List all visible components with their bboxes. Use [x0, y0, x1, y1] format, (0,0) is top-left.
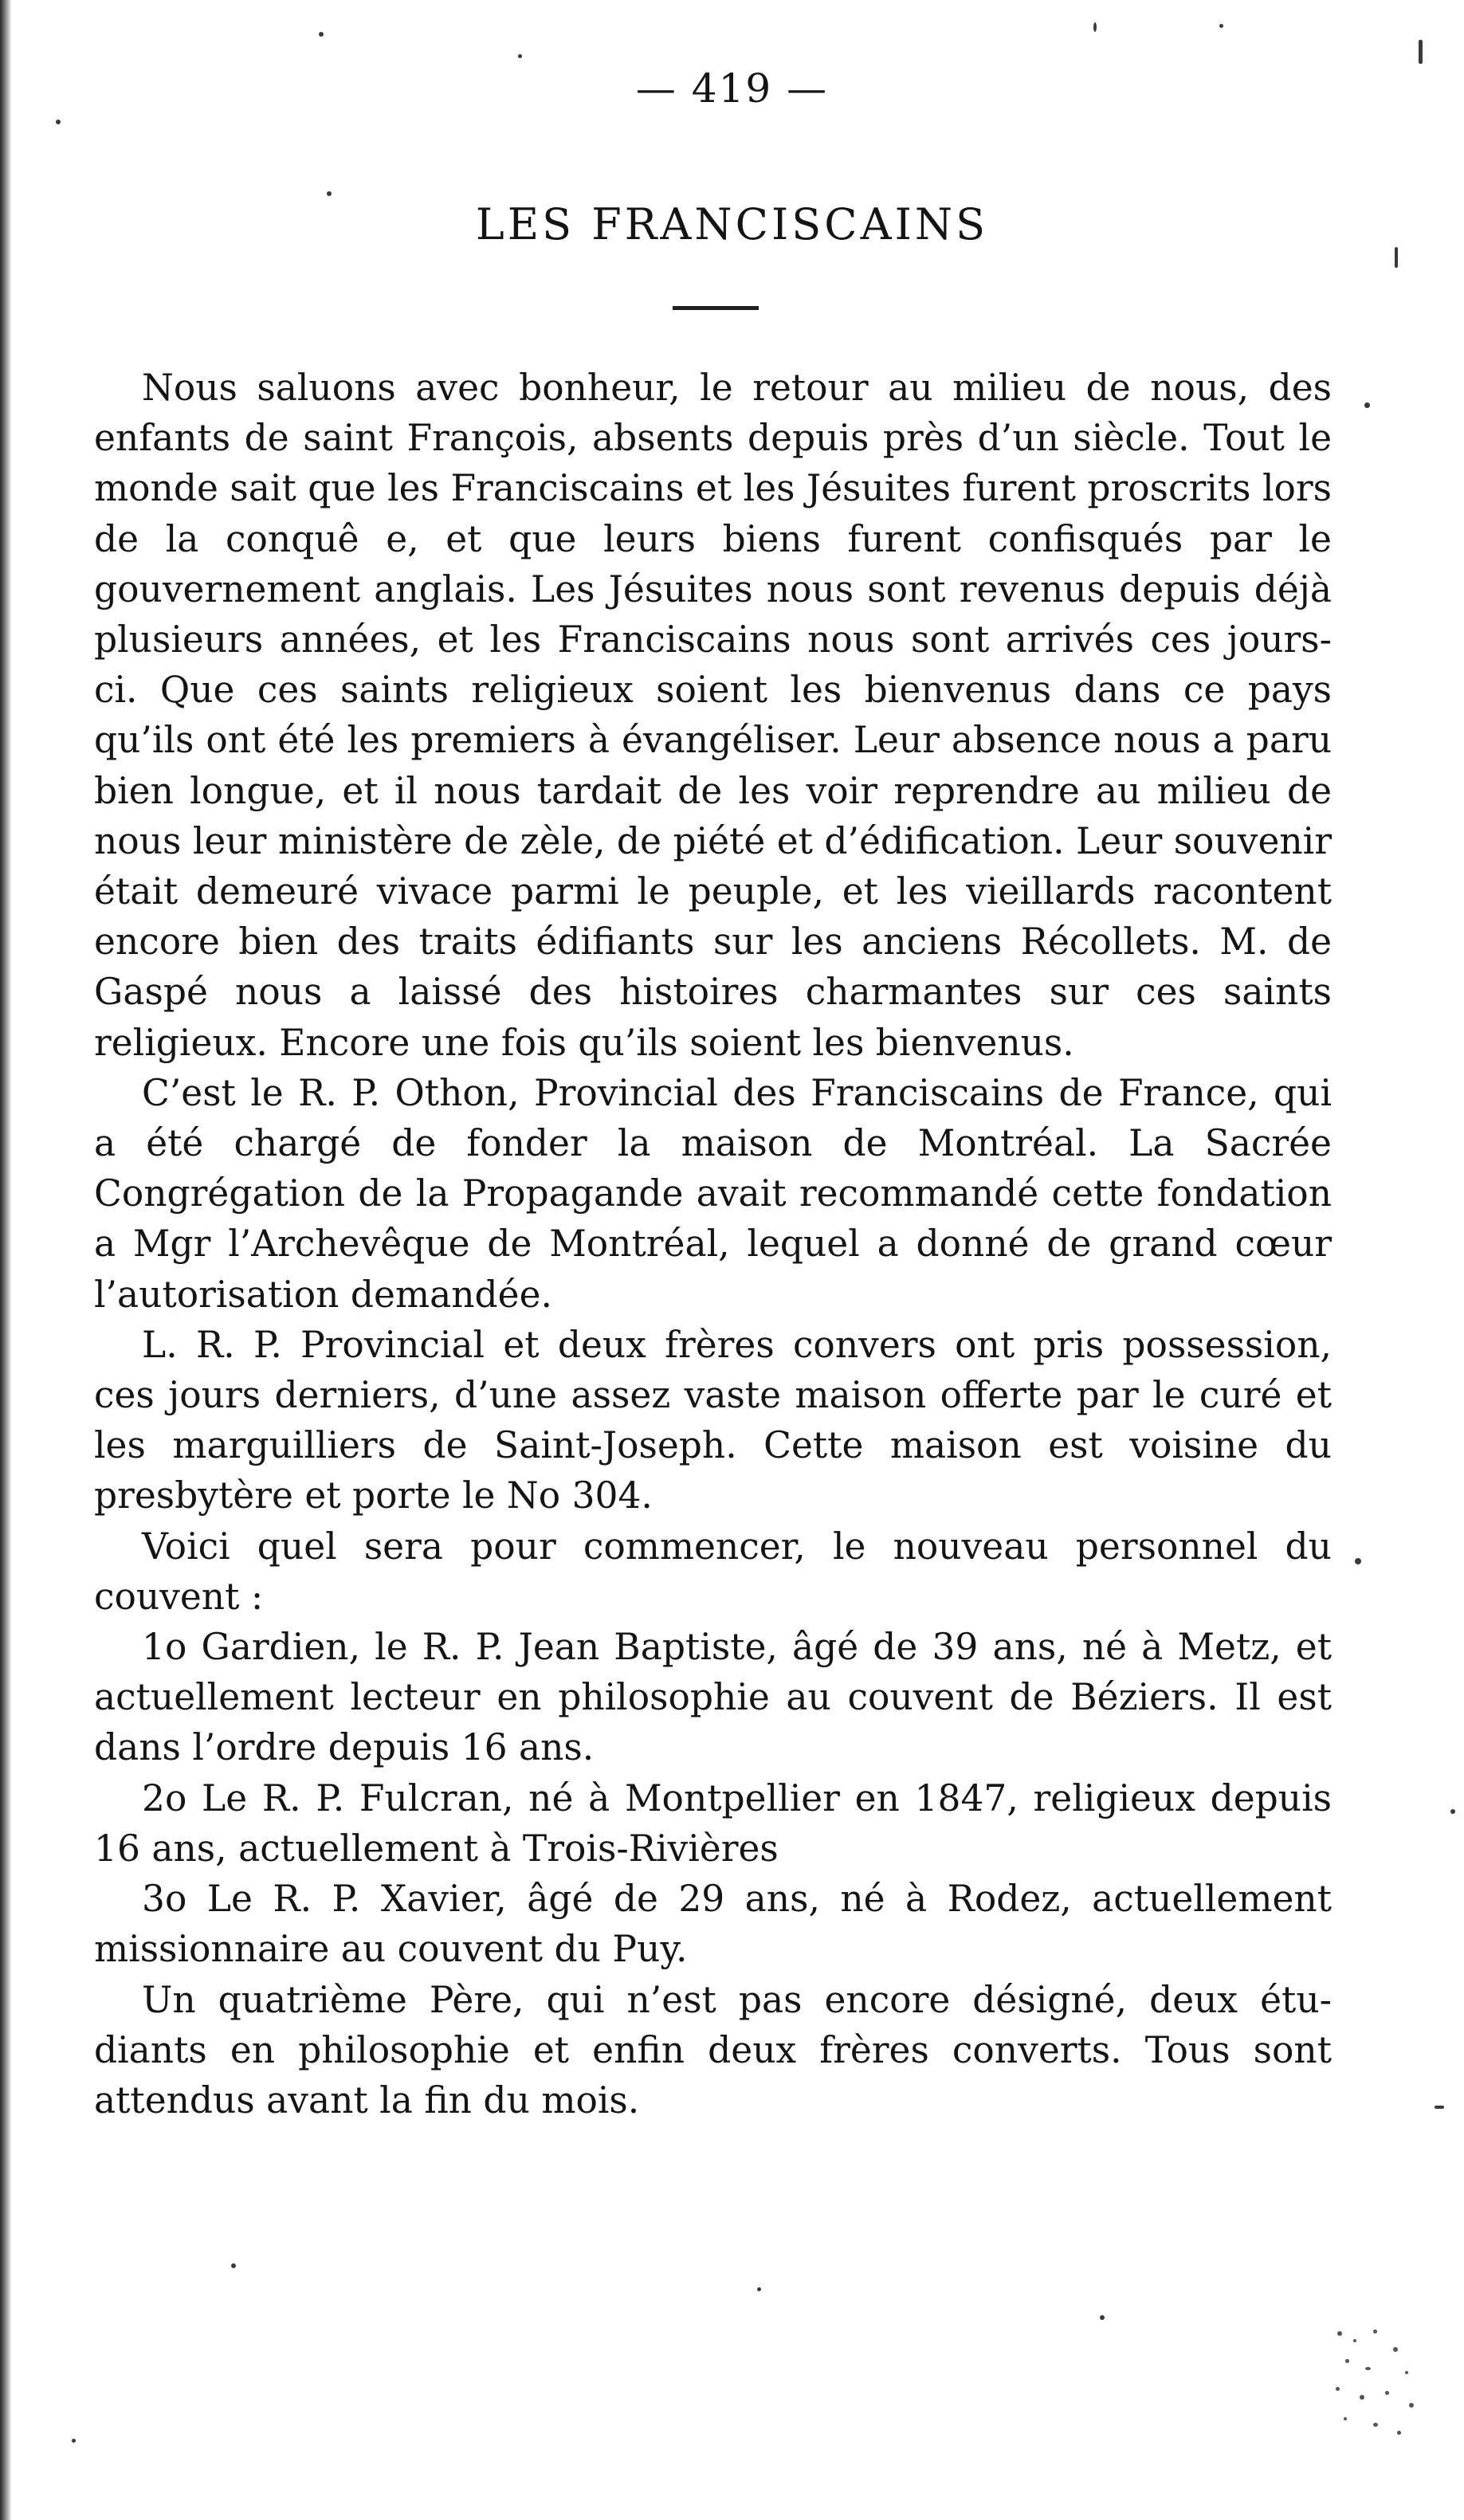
scan-speck — [1355, 1558, 1361, 1564]
list-item-xavier: 3o Le R. P. Xavier, âgé de 29 ans, né à Rodez, actuellement missionnaire au couvent du Puy. — [94, 1878, 1332, 1971]
title-divider — [673, 306, 759, 310]
scan-speck — [319, 32, 324, 37]
paragraph-othon: C’est le R. P. Othon, Provincial des Franciscains de France, qui a été chargé de fonder la maison de Montréal. La Sacrée Congrégation de la Propagande avait recommandé cette fondation a Mgr l’Archevêque de Montréal, lequel a donné de grand cœur l’autorisation demandée. — [94, 1071, 1332, 1316]
list-item-fulcran: 2o Le R. P. Fulcran, né à Montpellier en 1847, religieux depuis 16 ans, actuellement à Trois-Rivières — [94, 1776, 1332, 1870]
paragraph-intro: Nous saluons avec bonheur, le retour au milieu de nous, des enfants de saint François, absents depuis près d’un siècle. Tout le monde sait que les Franciscains et les Jésuites furent proscrits lors de la conquê e, et que leurs biens furent confisqués par le gouvernement anglais. Les Jésuites nous sont revenus depuis déjà plusieurs années, et les Franciscains nous sont arrivés ces jours-ci. Que ces saints religieux soient les bienvenus dans ce pays qu’ils ont été les premiers à évangéliser. Leur absence nous a paru bien longue, et il nous tardait de les voir reprendre au milieu de nous leur ministère de zèle, de piété et d’édification. Leur souvenir était demeuré vivace parmi le peuple, et les vieillards racontent encore bien des traits édifiants sur les anciens Récollets. M. de Gaspé nous a laissé des histoires charmantes sur ces saints religieux. Encore une fois qu’ils soient les bienvenus. — [94, 367, 1332, 1064]
scan-speck — [518, 54, 522, 58]
scan-speck — [1219, 24, 1223, 28]
paragraph-personnel: Voici quel sera pour commencer, le nouveau personnel du couvent : — [94, 1525, 1332, 1618]
scan-speck — [56, 120, 61, 124]
scan-speck — [757, 2287, 761, 2291]
list-item-gardien: 1o Gardien, le R. P. Jean Baptiste, âgé de 39 ans, né à Metz, et actuellement lecteur en philosophie au couvent de Béziers. Il est dans l’ordre depuis 16 ans. — [94, 1626, 1332, 1769]
paragraph-closing: Un quatrième Père, qui n’est pas encore désigné, deux étudiants en philosophie et enfin deux frères converts. Tous sont attendus avant la fin du mois. — [94, 1978, 1332, 2122]
scan-speck — [1100, 2315, 1105, 2320]
scan-speck — [1450, 1809, 1455, 1814]
page-edge-shadow — [0, 0, 11, 2520]
page-title: LES FRANCISCAINS — [475, 199, 989, 249]
scan-speck — [231, 2263, 236, 2268]
scan-noise-cluster — [1329, 2323, 1425, 2443]
scan-speck — [1395, 247, 1398, 268]
scan-speck — [72, 2439, 76, 2443]
page-number: — 419 — — [635, 65, 829, 112]
scan-speck — [1093, 22, 1097, 32]
paragraph-possession: L. R. P. Provincial et deux frères convers ont pris possession, ces jours derniers, d’une assez vaste maison offerte par le curé et les marguilliers de Saint-Joseph. Cette maison est voisine du presbytère et porte le No 304. — [94, 1323, 1332, 1517]
scan-speck — [1364, 402, 1370, 408]
scan-speck — [327, 191, 332, 196]
scan-speck — [1435, 2106, 1444, 2109]
article-body — [94, 363, 1332, 2126]
scan-speck — [1419, 40, 1423, 64]
